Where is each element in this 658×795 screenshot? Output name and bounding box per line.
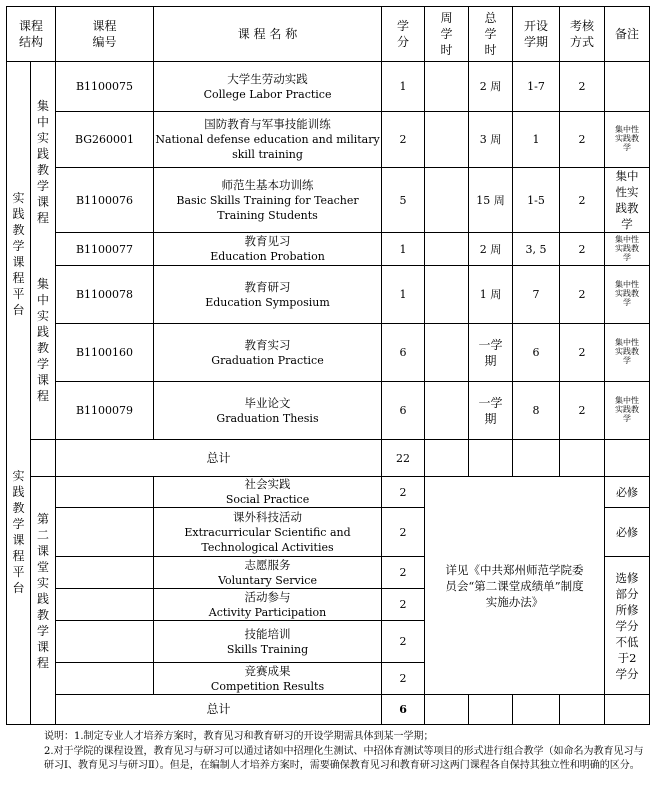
total-blank bbox=[560, 695, 605, 725]
total-blank bbox=[425, 440, 469, 477]
course-name: 社会实践 Social Practice bbox=[154, 477, 382, 508]
footnote-1: 说明：1.制定专业人才培养方案时，教育见习和教育研习的开设学期需具体到某一学期； bbox=[44, 731, 434, 742]
table-row bbox=[7, 168, 650, 233]
course-assess: 2 bbox=[560, 382, 605, 440]
course-remark: 必修 bbox=[605, 477, 650, 508]
course-code bbox=[56, 621, 154, 663]
total-row bbox=[7, 440, 650, 477]
footnotes bbox=[44, 730, 646, 774]
course-code: BG260001 bbox=[56, 112, 154, 168]
course-name: 技能培训 Skills Training bbox=[154, 621, 382, 663]
course-name: 教育见习 Education Probation bbox=[154, 233, 382, 266]
course-remark: 集中性实践教学 bbox=[605, 168, 650, 233]
table-row bbox=[7, 266, 650, 324]
course-assess: 2 bbox=[560, 266, 605, 324]
course-semester: 1-5 bbox=[513, 168, 560, 233]
total-blank bbox=[605, 440, 650, 477]
course-remark: 集中性实践教学 bbox=[605, 266, 650, 324]
course-total: 1 周 bbox=[469, 266, 513, 324]
second-class-note: 详见《中共郑州师范学院委员会“第二课堂成绩单”制度实施办法》 bbox=[425, 477, 605, 695]
header-semester: 开设学期 bbox=[513, 7, 560, 62]
course-name: 竞赛成果 Competition Results bbox=[154, 663, 382, 695]
course-weekly bbox=[425, 233, 469, 266]
course-remark: 集中性实践教学 bbox=[605, 324, 650, 382]
course-code bbox=[56, 557, 154, 589]
course-credits: 2 bbox=[382, 112, 425, 168]
total-blank bbox=[469, 695, 513, 725]
course-total: 一学期 bbox=[469, 324, 513, 382]
course-remark: 集中性实践教学 bbox=[605, 382, 650, 440]
course-credits: 2 bbox=[382, 589, 425, 621]
course-code bbox=[56, 589, 154, 621]
total-blank bbox=[31, 440, 56, 477]
course-total: 3 周 bbox=[469, 112, 513, 168]
course-semester: 3, 5 bbox=[513, 233, 560, 266]
course-code: B1100160 bbox=[56, 324, 154, 382]
course-weekly bbox=[425, 168, 469, 233]
course-remark: 集中性实践教学 bbox=[605, 112, 650, 168]
course-credits: 2 bbox=[382, 621, 425, 663]
header-assessment: 考核方式 bbox=[560, 7, 605, 62]
course-credits: 1 bbox=[382, 233, 425, 266]
total-credits: 22 bbox=[382, 440, 425, 477]
course-credits: 1 bbox=[382, 62, 425, 112]
table-row bbox=[7, 233, 650, 266]
total-blank bbox=[425, 695, 469, 725]
course-code bbox=[56, 477, 154, 508]
total-blank bbox=[469, 440, 513, 477]
course-total: 15 周 bbox=[469, 168, 513, 233]
footnote-2: 2.对于学院的课程设置，教育见习与研习可以通过诸如中招理化生测试、中招体育测试等项目的形式进行组合教学（如命名为教育见习与研习Ⅰ、教育见习与研习Ⅱ）。但是，在编制人才培养方案时，需要确保教育见习和教育研习这两门课程各自保持其独立性和明确的区分。 bbox=[44, 745, 644, 771]
course-semester: 8 bbox=[513, 382, 560, 440]
header-name: 课 程 名 称 bbox=[154, 7, 382, 62]
curriculum-table bbox=[6, 6, 650, 725]
header-total-hours: 总学时 bbox=[469, 7, 513, 62]
course-semester: 6 bbox=[513, 324, 560, 382]
total-label: 总计 bbox=[56, 695, 382, 725]
course-code: B1100077 bbox=[56, 233, 154, 266]
table-row bbox=[7, 62, 650, 112]
course-credits: 6 bbox=[382, 382, 425, 440]
course-weekly bbox=[425, 112, 469, 168]
course-credits: 6 bbox=[382, 324, 425, 382]
table-row bbox=[7, 382, 650, 440]
course-assess: 2 bbox=[560, 112, 605, 168]
course-total: 一学期 bbox=[469, 382, 513, 440]
group1-label: 集中实践教学课程 集中实践教学课程 bbox=[31, 62, 56, 440]
table-row bbox=[7, 112, 650, 168]
course-total: 2 周 bbox=[469, 233, 513, 266]
course-weekly bbox=[425, 382, 469, 440]
header-code: 课程编号 bbox=[56, 7, 154, 62]
course-code: B1100075 bbox=[56, 62, 154, 112]
course-name: 教育研习 Education Symposium bbox=[154, 266, 382, 324]
course-name: 师范生基本功训练 Basic Skills Training for Teacher Training Students bbox=[154, 168, 382, 233]
course-remark: 集中性实践教学 bbox=[605, 233, 650, 266]
header-weekly-hours: 周学时 bbox=[425, 7, 469, 62]
total-credits: 6 bbox=[382, 695, 425, 725]
total-row bbox=[7, 695, 650, 725]
course-remark: 必修 bbox=[605, 508, 650, 557]
course-name: 教育实习 Graduation Practice bbox=[154, 324, 382, 382]
header-row bbox=[7, 7, 650, 62]
header-remark: 备注 bbox=[605, 7, 650, 62]
course-code: B1100079 bbox=[56, 382, 154, 440]
table-row bbox=[7, 324, 650, 382]
course-name: 国防教育与军事技能训练 National defense education and military skill training bbox=[154, 112, 382, 168]
course-weekly bbox=[425, 266, 469, 324]
course-semester: 1 bbox=[513, 112, 560, 168]
course-code bbox=[56, 663, 154, 695]
course-name: 课外科技活动 Extracurricular Scientific and Technological Activities bbox=[154, 508, 382, 557]
course-credits: 2 bbox=[382, 477, 425, 508]
course-name: 活动参与 Activity Participation bbox=[154, 589, 382, 621]
header-credits: 学分 bbox=[382, 7, 425, 62]
table-row bbox=[7, 477, 650, 508]
course-name: 毕业论文 Graduation Thesis bbox=[154, 382, 382, 440]
course-assess: 2 bbox=[560, 324, 605, 382]
course-weekly bbox=[425, 324, 469, 382]
course-semester: 7 bbox=[513, 266, 560, 324]
course-code bbox=[56, 508, 154, 557]
group2-label: 第二课堂实践教学课程 bbox=[31, 477, 56, 725]
total-label: 总计 bbox=[56, 440, 382, 477]
course-credits: 2 bbox=[382, 508, 425, 557]
course-total: 2 周 bbox=[469, 62, 513, 112]
total-blank bbox=[513, 695, 560, 725]
course-semester: 1-7 bbox=[513, 62, 560, 112]
course-code: B1100076 bbox=[56, 168, 154, 233]
course-credits: 2 bbox=[382, 663, 425, 695]
course-remark: 选修部分所修学分不低于2学分 bbox=[605, 557, 650, 695]
course-weekly bbox=[425, 62, 469, 112]
course-credits: 1 bbox=[382, 266, 425, 324]
total-blank bbox=[605, 695, 650, 725]
total-blank bbox=[560, 440, 605, 477]
course-name: 大学生劳动实践 College Labor Practice bbox=[154, 62, 382, 112]
platform-label: 实践教学课程平台 实践教学课程平台 bbox=[7, 62, 31, 725]
course-assess: 2 bbox=[560, 233, 605, 266]
course-assess: 2 bbox=[560, 168, 605, 233]
course-assess: 2 bbox=[560, 62, 605, 112]
course-remark bbox=[605, 62, 650, 112]
header-structure: 课程结构 bbox=[7, 7, 56, 62]
course-credits: 2 bbox=[382, 557, 425, 589]
course-credits: 5 bbox=[382, 168, 425, 233]
course-code: B1100078 bbox=[56, 266, 154, 324]
course-name: 志愿服务 Voluntary Service bbox=[154, 557, 382, 589]
total-blank bbox=[513, 440, 560, 477]
